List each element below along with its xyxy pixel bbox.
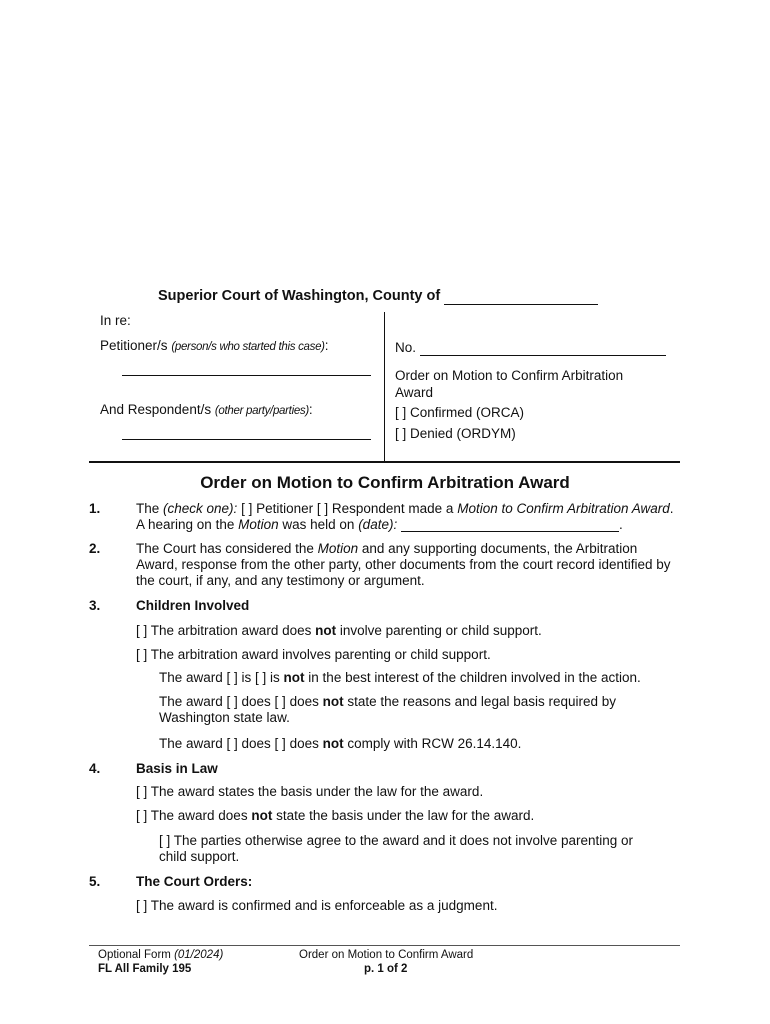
section-5-heading: The Court Orders:: [136, 874, 253, 889]
section-1-number: 1.: [89, 501, 101, 516]
doc-title-line1: Order on Motion to Confirm Arbitration: [395, 368, 624, 383]
in-re-label: In re:: [100, 313, 131, 328]
confirmed-checkbox[interactable]: [ ] Confirmed (ORCA): [395, 405, 525, 420]
hearing-date-field[interactable]: [401, 518, 619, 532]
header-separator: [89, 461, 680, 463]
award-confirmed-checkbox[interactable]: [ ] The award is confirmed and is enforceable as a judgment.: [136, 898, 498, 913]
footer-page-number: p. 1 of 2: [364, 963, 408, 975]
case-number-field[interactable]: [420, 340, 666, 356]
section-4-number: 4.: [89, 761, 101, 776]
reasons-option[interactable]: The award [ ] does [ ] does not state the reasons and legal basis required by Washington state law.: [159, 694, 617, 725]
footer-title: Order on Motion to Confirm Award: [299, 949, 474, 961]
section-3-heading: Children Involved: [136, 598, 250, 613]
footer-optional-form: Optional Form (01/2024): [98, 949, 224, 961]
footer-rule: [89, 945, 680, 946]
case-number-label: No.: [395, 340, 417, 355]
county-field[interactable]: [444, 288, 598, 305]
footer-form-id: FL All Family 195: [98, 963, 192, 975]
main-title: Order on Motion to Confirm Arbitration Award: [200, 473, 570, 492]
basis-stated-checkbox[interactable]: [ ] The award states the basis under the law for the award.: [136, 784, 484, 799]
case-number: [395, 340, 666, 356]
caption-divider: [384, 312, 385, 462]
respondent-note: (other party/parties): [214, 405, 309, 417]
respondent-name-field[interactable]: [122, 439, 371, 440]
petitioner-note: (person/s who started this case): [171, 341, 325, 353]
denied-checkbox[interactable]: [ ] Denied (ORDYM): [395, 426, 516, 441]
doc-title-line2: Award: [395, 385, 434, 400]
respondent-label: And Respondent/s (other party/parties):: [100, 402, 313, 417]
section-4-heading: Basis in Law: [136, 761, 218, 776]
basis-not-stated-checkbox[interactable]: [ ] The award does not state the basis under the law for the award.: [136, 808, 535, 823]
court-header: [158, 288, 598, 305]
petitioner-name-field[interactable]: [122, 375, 371, 376]
section-2-text: The Court has considered the Motion and any supporting documents, the Arbitration Award, response from the other party, other documents from the court record identified by the court, if any, and any testimony or argument.: [136, 541, 671, 588]
court-title: Superior Court of Washington, County of: [158, 288, 441, 304]
section-1-text: The (check one): [ ] Petitioner [ ] Respondent made a Motion to Confirm Arbitration Award. A hearing on the Motion was held on (date): .: [136, 501, 674, 532]
petitioner-label: Petitioner/s (person/s who started this case):: [100, 338, 329, 353]
parties-agree-checkbox[interactable]: [ ] The parties otherwise agree to the award and it does not involve parenting or child support.: [159, 833, 634, 864]
best-interest-option[interactable]: The award [ ] is [ ] is not in the best interest of the children involved in the action.: [159, 670, 641, 685]
petitioner-respondent-checkboxes[interactable]: [ ] Petitioner [ ] Respondent made a: [237, 501, 458, 516]
no-parenting-checkbox[interactable]: [ ] The arbitration award does not involve parenting or child support.: [136, 623, 542, 638]
section-3-number: 3.: [89, 598, 101, 613]
rcw-option[interactable]: The award [ ] does [ ] does not comply with RCW 26.14.140.: [159, 736, 522, 751]
section-5-number: 5.: [89, 874, 101, 889]
parenting-checkbox[interactable]: [ ] The arbitration award involves parenting or child support.: [136, 647, 491, 662]
section-2-number: 2.: [89, 541, 101, 556]
